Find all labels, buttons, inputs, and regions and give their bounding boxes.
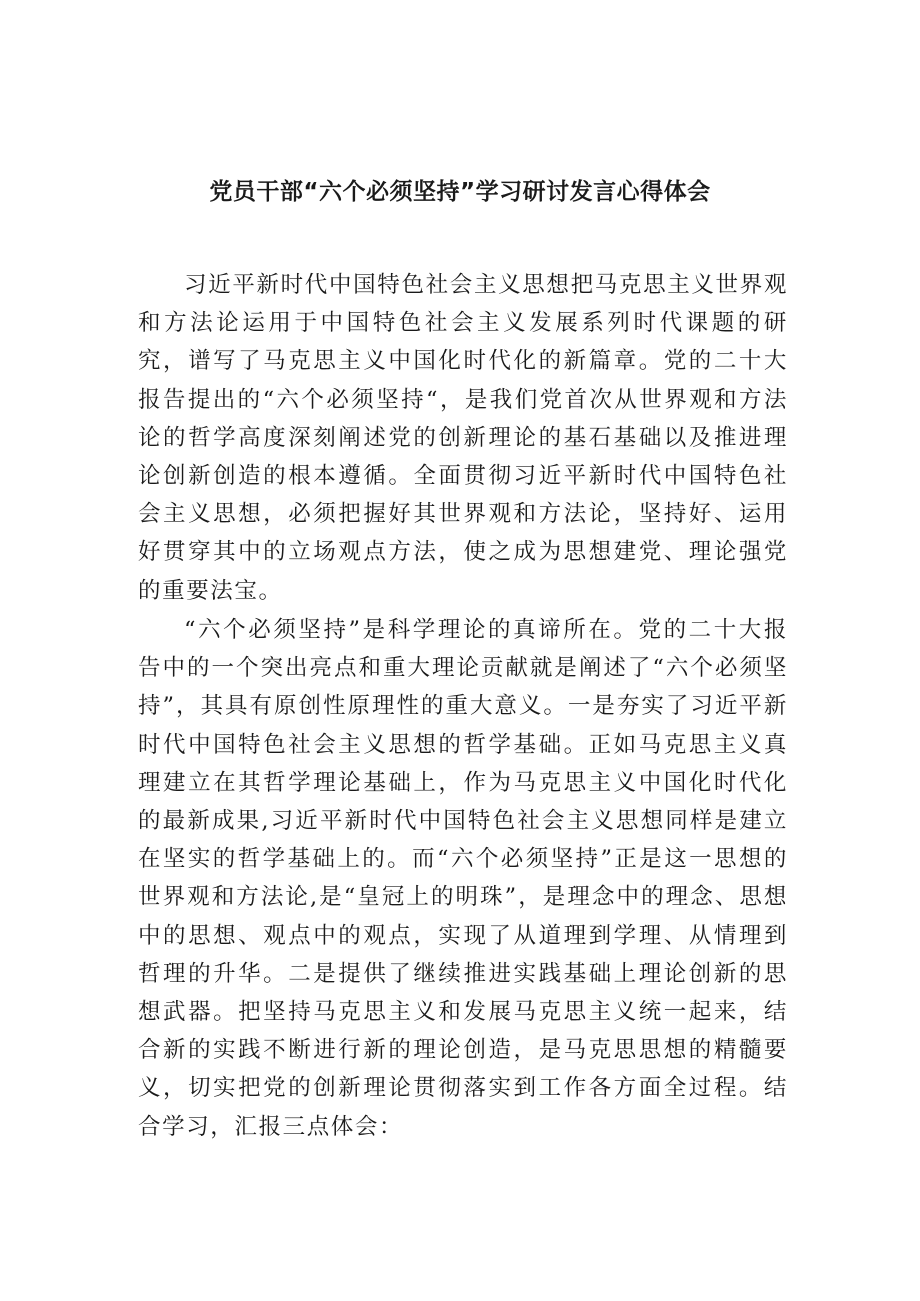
document-title: 党员干部“六个必须坚持”学习研讨发言心得体会 xyxy=(209,179,711,205)
paragraph-1: 习近平新时代中国特色社会主义思想把马克思主义世界观和方法论运用于中国特色社会主义发展系列时代课题的研究，谱写了马克思主义中国化时代化的新篇章。党的二十大报告提出的“六个必须坚持“，是我们党首次从世界观和方法论的哲学高度深刻阐述党的创新理论的基石基础以及推进理论创新创造的根本遵循。全面贯彻习近平新时代中国特色社会主义思想，必须把握好其世界观和方法论，坚持好、运用好贯穿其中的立场观点方法，使之成为思想建党、理论强党的重要法宝。 xyxy=(138,272,788,604)
paragraph-2: “六个必须坚持”是科学理论的真谛所在。党的二十大报告中的一个突出亮点和重大理论贡献就是阐述了“六个必须坚持”，其具有原创性原理性的重大意义。一是夯实了习近平新时代中国特色社会主义思想的哲学基础。正如马克思主义真理建立在其哲学理论基础上，作为马克思主义中国化时代化的最新成果,习近平新时代中国特色社会主义思想同样是建立在坚实的哲学基础上的。而“六个必须坚持”正是这一思想的世界观和方法论,是“皇冠上的明珠”，是理念中的理念、思想中的思想、观点中的观点，实现了从道理到学理、从情理到哲理的升华。二是提供了继续推进实践基础上理论创新的思想武器。把坚持马克思主义和发展马克思主义统一起来，结合新的实践不断进行新的理论创造，是马克思思想的精髓要义，切实把党的创新理论贯彻落实到工作各方面全过程。结合学习，汇报三点体会： xyxy=(138,617,788,1140)
